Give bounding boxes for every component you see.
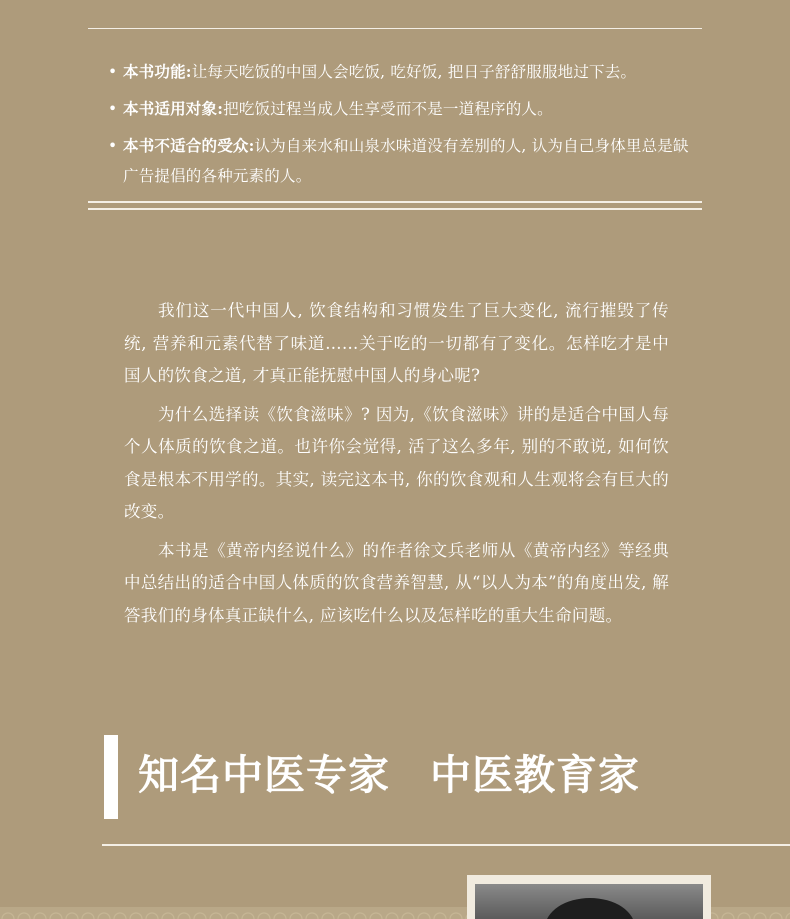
paragraph: 为什么选择读《饮食滋味》? 因为,《饮食滋味》讲的是适合中国人每个人体质的饮食之道。也许你会觉得, 活了这么多年, 别的不敢说, 如何饮食是根本不用学的。其实, 读完这本书, 你的饮食观和人生观将会有巨大的改变。 — [124, 404, 669, 521]
paragraph: 我们这一代中国人, 饮食结构和习惯发生了巨大变化, 流行摧毁了传统, 营养和元素代替了味道……关于吃的一切都有了变化。怎样吃才是中国人的饮食之道, 才真正能抚慰中国人的身心呢? — [124, 301, 669, 385]
author-photo — [475, 884, 703, 919]
bottom-divider-upper — [88, 201, 702, 203]
paragraph: 本书是《黄帝内经说什么》的作者徐文兵老师从《黄帝内经》等经典中总结出的适合中国人体质的饮食营养智慧, 从“以人为本”的角度出发, 解答我们的身体真正缺什么, 应该吃什么以及怎样吃的重大生命问题。 — [124, 540, 669, 625]
feature-list — [108, 57, 698, 198]
heading-accent-bar — [104, 735, 118, 819]
bottom-divider-lower — [88, 208, 702, 210]
introduction-text — [124, 295, 669, 632]
feature-label: 本书适用对象: — [123, 99, 224, 118]
heading-title-expert: 知名中医专家 — [138, 751, 390, 799]
section-heading — [138, 745, 640, 805]
feature-item-function — [108, 57, 698, 87]
feature-label: 本书不适合的受众: — [123, 136, 255, 155]
heading-divider — [102, 844, 790, 846]
top-divider — [88, 28, 702, 29]
feature-text: 认为自来水和山泉水味道没有差别的人, 认为自己身体里总是缺广告提倡的各种元素的人。 — [123, 137, 689, 185]
heading-title-educator: 中医教育家 — [430, 751, 640, 799]
feature-text: 让每天吃饭的中国人会吃饭, 吃好饭, 把日子舒舒服服地过下去。 — [191, 63, 637, 81]
feature-item-not-suitable — [108, 131, 698, 191]
feature-text: 把吃饭过程当成人生享受而不是一道程序的人。 — [223, 100, 553, 118]
feature-label: 本书功能: — [123, 62, 192, 81]
author-photo-frame — [467, 875, 711, 919]
feature-item-audience — [108, 94, 698, 124]
